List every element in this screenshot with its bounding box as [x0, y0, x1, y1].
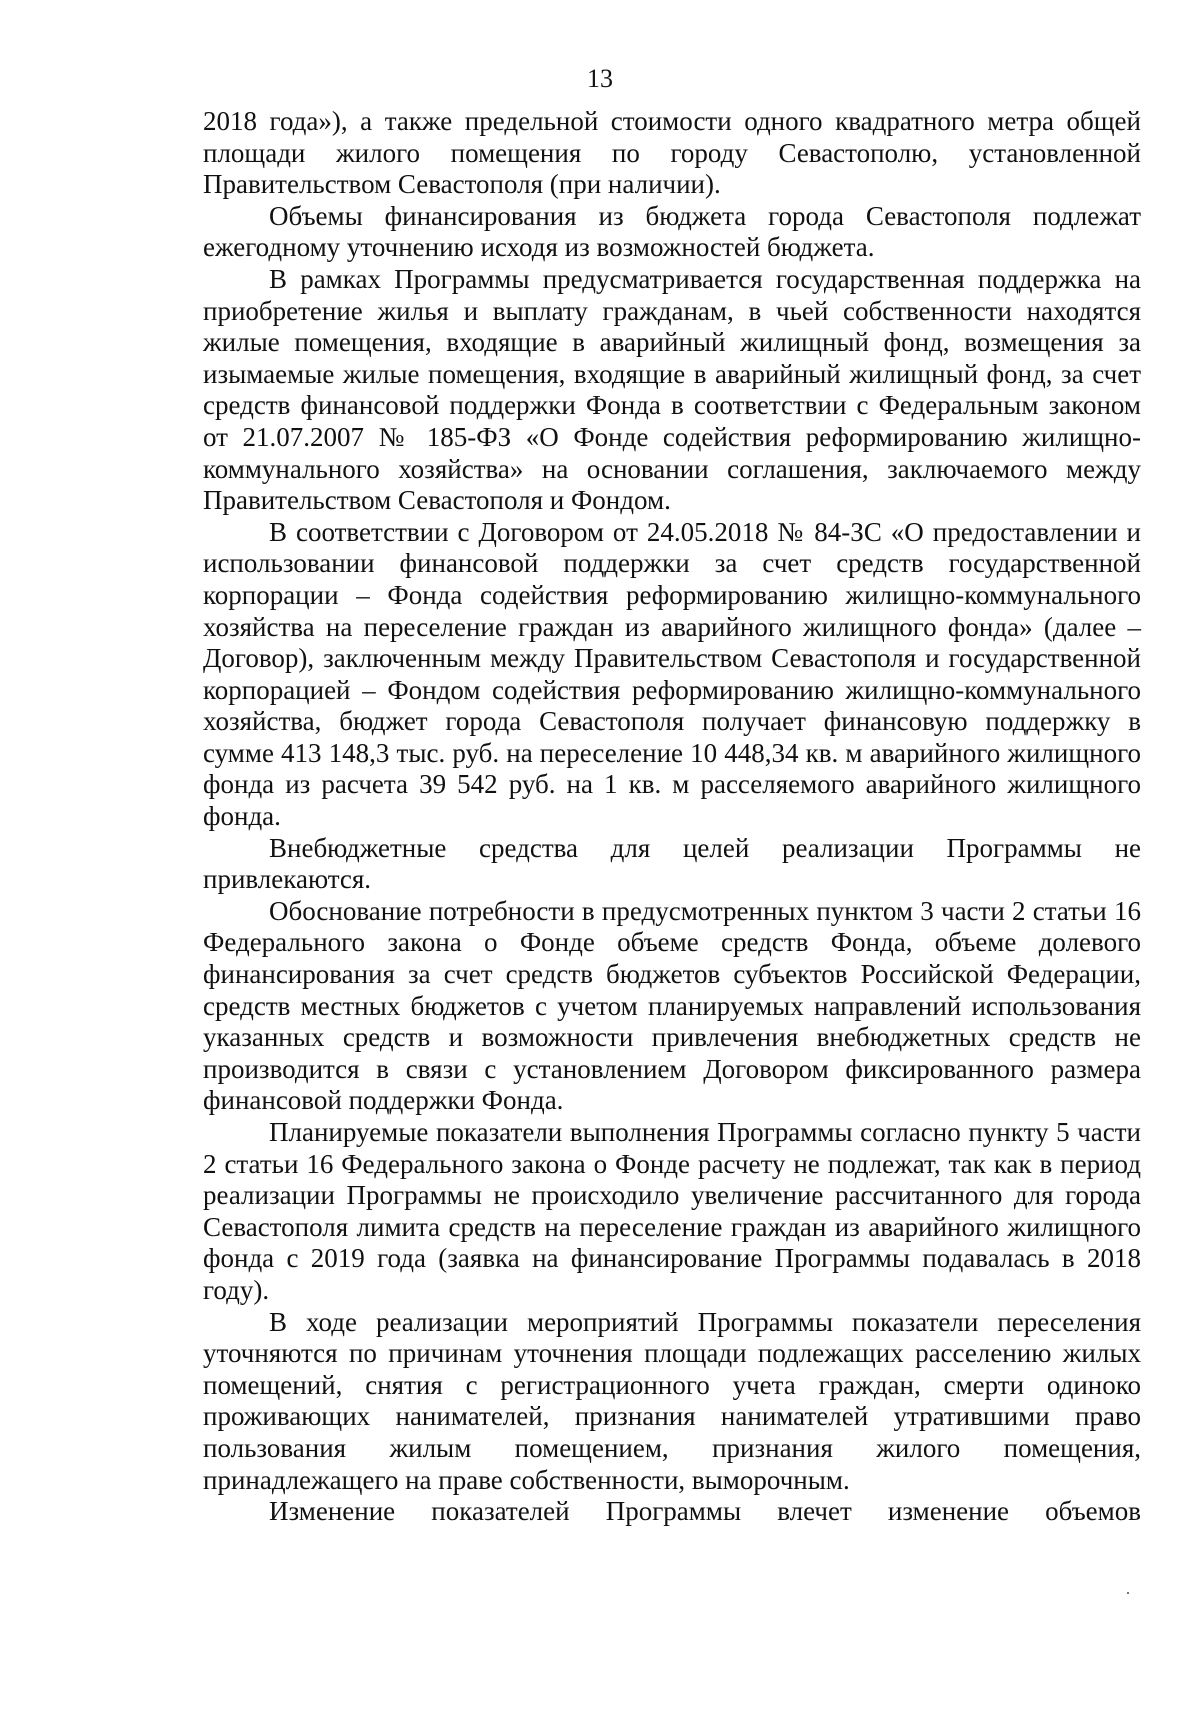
paragraph-budget-refinement: Объемы финансирования из бюджета города Севастополя подлежат ежегодному уточнению исходя из возможностей бюджета.	[203, 200, 1141, 263]
page-number: 13	[587, 64, 613, 93]
document-body	[203, 106, 1141, 1528]
paragraph-continuation: 2018 года»), а также предельной стоимости одного квадратного метра общей площади жилого помещения по городу Севастополю, установленной Правительством Севастополя (при наличии).	[203, 106, 1141, 200]
paragraph-justification: Обоснование потребности в предусмотренных пунктом 3 части 2 статьи 16 Федерального закона о Фонде объеме средств Фонда, объеме долевого финансирования за счет средств бюджетов субъектов Российской Федерации, средств местных бюджетов с учетом планируемых направлений использования указанных средств и возможности привлечения внебюджетных средств не производится в связи с установлением Договором фиксированного размера финансовой поддержки Фонда.	[203, 895, 1141, 1116]
paragraph-state-support: В рамках Программы предусматривается государственная поддержка на приобретение жилья и выплату гражданам, в чьей собственности находятся жилые помещения, входящие в аварийный жилищный фонд, возмещения за изымаемые жилые помещения, входящие в аварийный жилищный фонд, за счет средств финансовой поддержки Фонда в соответствии с Федеральным законом от 21.07.2007 № 185-ФЗ «О Фонде содействия реформированию жилищно-коммунального хозяйства» на основании соглашения, заключаемого между Правительством Севастополя и Фондом.	[203, 263, 1141, 516]
paragraph-agreement: В соответствии с Договором от 24.05.2018 № 84-ЗС «О предоставлении и использовании финансовой поддержки за счет средств государственной корпорации – Фонда содействия реформированию жилищно-коммунального хозяйства на переселение граждан из аварийного жилищного фонда» (далее – Договор), заключенным между Правительством Севастополя и государственной корпорацией – Фондом содействия реформированию жилищно-коммунального хозяйства, бюджет города Севастополя получает финансовую поддержку в сумме 413 148,3 тыс. руб. на переселение 10 448,34 кв. м аварийного жилищного фонда из расчета 39 542 руб. на 1 кв. м расселяемого аварийного жилищного фонда.	[203, 516, 1141, 832]
scan-speck	[1127, 1592, 1129, 1594]
paragraph-resettlement-indicators: В ходе реализации мероприятий Программы показатели переселения уточняются по причинам уточнения площади подлежащих расселению жилых помещений, снятия с регистрационного учета граждан, смерти одиноко проживающих нанимателей, признания нанимателей утратившими право пользования жилым помещением, признания жилого помещения, принадлежащего на праве собственности, выморочным.	[203, 1306, 1141, 1495]
paragraph-planned-indicators: Планируемые показатели выполнения Программы согласно пункту 5 части 2 статьи 16 Федерального закона о Фонде расчету не подлежат, так как в период реализации Программы не происходило увеличение рассчитанного для города Севастополя лимита средств на переселение граждан из аварийного жилищного фонда с 2019 года (заявка на финансирование Программы подавалась в 2018 году).	[203, 1117, 1141, 1305]
paragraph-indicator-change: Изменение показателей Программы влечет изменение объемов	[269, 1496, 1141, 1527]
paragraph-extrabudgetary: Внебюджетные средства для целей реализации Программы не привлекаются.	[203, 832, 1141, 895]
